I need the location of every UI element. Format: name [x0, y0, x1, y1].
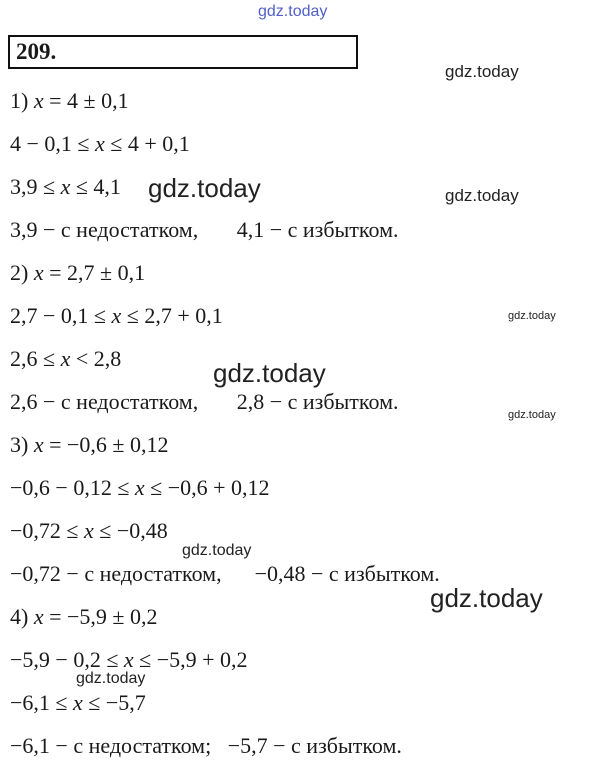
watermark: gdz.today [445, 186, 519, 205]
variable-x: x [33, 604, 44, 629]
solution-line: 3) x = −0,6 ± 0,12 [10, 432, 169, 457]
solution-line: −5,9 − 0,2 ≤ x ≤ −5,9 + 0,2 [10, 647, 248, 672]
solution-line: 2) x = 2,7 ± 0,1 [10, 260, 146, 285]
variable-x: x [94, 131, 105, 156]
watermark: gdz.today [258, 3, 328, 20]
solution-line: 3,9 ≤ x ≤ 4,1 [10, 174, 121, 199]
problem-number: 209. [16, 39, 57, 64]
solution-line: 2,7 − 0,1 ≤ x ≤ 2,7 + 0,1 [10, 303, 223, 328]
variable-x: x [33, 260, 44, 285]
solution-line: 4 − 0,1 ≤ x ≤ 4 + 0,1 [10, 131, 190, 156]
watermark: gdz.today [148, 173, 261, 203]
variable-x: x [72, 690, 83, 715]
variable-x: x [60, 346, 71, 371]
watermark: gdz.today [76, 670, 146, 687]
problem-number-box [8, 35, 358, 69]
watermark: gdz.today [430, 583, 543, 613]
watermark: gdz.today [508, 409, 556, 421]
watermark: gdz.today [213, 358, 326, 388]
solution-line: 2,6 ≤ x < 2,8 [10, 346, 122, 371]
solution-line: 2,6 − с недостатком, 2,8 − с избытком. [10, 389, 399, 414]
variable-x: x [123, 647, 134, 672]
variable-x: x [33, 432, 44, 457]
solution-line: 4) x = −5,9 ± 0,2 [10, 604, 158, 629]
solution-line: −0,72 ≤ x ≤ −0,48 [10, 518, 168, 543]
variable-x: x [134, 475, 145, 500]
solution-line: 3,9 − с недостатком, 4,1 − с избытком. [10, 217, 399, 242]
variable-x: x [60, 174, 71, 199]
watermark: gdz.today [508, 310, 556, 322]
solution-line: −0,72 − с недостатком, −0,48 − с избытком. [10, 561, 440, 586]
solution-line: 1) x = 4 ± 0,1 [10, 88, 129, 113]
solution-line: −6,1 ≤ x ≤ −5,7 [10, 690, 146, 715]
watermark: gdz.today [445, 62, 519, 81]
variable-x: x [33, 88, 44, 113]
solution-line: −6,1 − с недостатком; −5,7 − с избытком. [10, 733, 402, 758]
watermark: gdz.today [182, 542, 252, 559]
variable-x: x [111, 303, 122, 328]
variable-x: x [83, 518, 94, 543]
solution-line: −0,6 − 0,12 ≤ x ≤ −0,6 + 0,12 [10, 475, 270, 500]
